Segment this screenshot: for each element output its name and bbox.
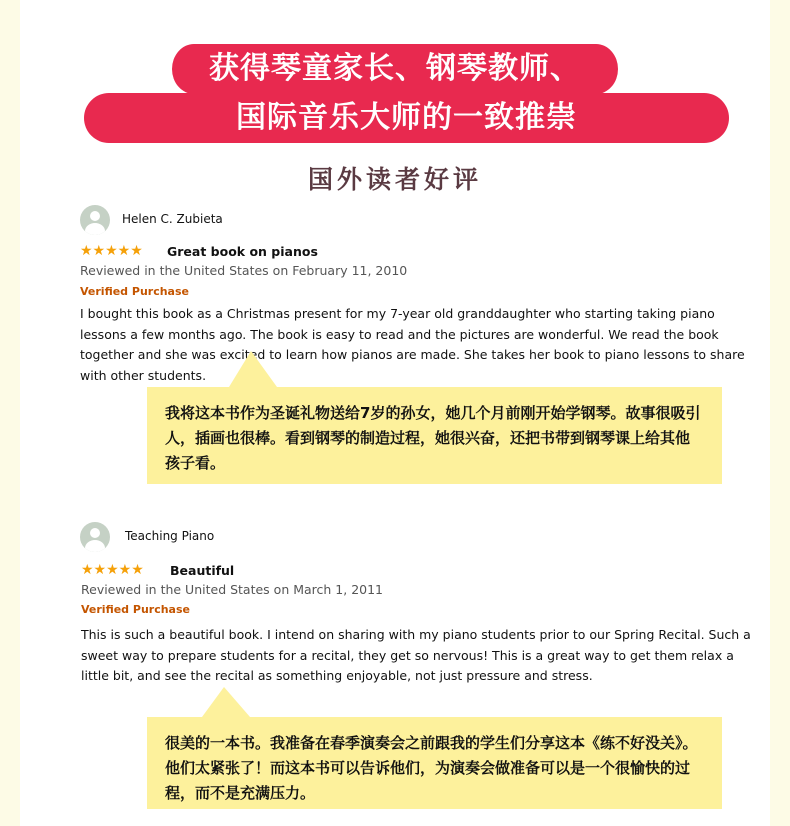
- note-pointer: [229, 351, 277, 387]
- headline-banner-line1: 获得琴童家长、钢琴教师、: [172, 44, 618, 94]
- reviewer-name[interactable]: Teaching Piano: [125, 529, 215, 543]
- verified-purchase-badge: Verified Purchase: [81, 603, 190, 616]
- review-title[interactable]: Great book on pianos: [167, 244, 318, 259]
- star-rating-icon[interactable]: ★★★★★: [80, 243, 143, 259]
- reviewer-name[interactable]: Helen C. Zubieta: [122, 212, 223, 226]
- review-page: [20, 0, 770, 826]
- translation-text: 很美的一本书。我准备在春季演奏会之前跟我的学生们分享这本《练不好没关》。他们太紧张了！而这本书可以告诉他们，为演奏会做准备可以是一个很愉快的过程，而不是充满压力。: [165, 734, 698, 802]
- translation-note: [147, 717, 722, 809]
- avatar[interactable]: [80, 205, 110, 235]
- star-rating-icon[interactable]: ★★★★★: [81, 562, 144, 578]
- avatar-body-shape: [85, 540, 105, 552]
- verified-purchase-badge: Verified Purchase: [80, 285, 189, 298]
- headline-banner-line2: 国际音乐大师的一致推崇: [84, 93, 729, 143]
- review-body: This is such a beautiful book. I intend on sharing with my piano students prior to our Spring Recital. Such a sweet way to prepare students for a recital, they get so nervous! This is a great way to get them relax a little bit, and see the recital as something enjoyable, not just pressure and stress.: [81, 627, 751, 683]
- translation-text: 我将这本书作为圣诞礼物送给7岁的孙女，她几个月前刚开始学钢琴。故事很吸引人，插画也很棒。看到钢琴的制造过程，她很兴奋，还把书带到钢琴课上给其他孩子看。: [165, 404, 701, 472]
- section-title: 国外读者好评: [307, 165, 482, 194]
- avatar[interactable]: [80, 522, 110, 552]
- note-pointer: [202, 687, 250, 717]
- translation-note: [147, 387, 722, 484]
- avatar-head-shape: [90, 211, 100, 221]
- review-title[interactable]: Beautiful: [170, 563, 235, 578]
- review-date: Reviewed in the United States on March 1, 2011: [81, 582, 384, 597]
- avatar-body-shape: [85, 223, 105, 235]
- avatar-head-shape: [90, 528, 100, 538]
- review-date: Reviewed in the United States on February 11, 2010: [80, 263, 408, 278]
- review-body: I bought this book as a Christmas present for my 7-year old granddaughter who starting taking piano lessons a few months ago. The book is easy to read and the pictures are wonderful. We read the book together and she was excited to learn how pianos are made. She takes her book to piano lessons to share with other students.: [80, 306, 745, 383]
